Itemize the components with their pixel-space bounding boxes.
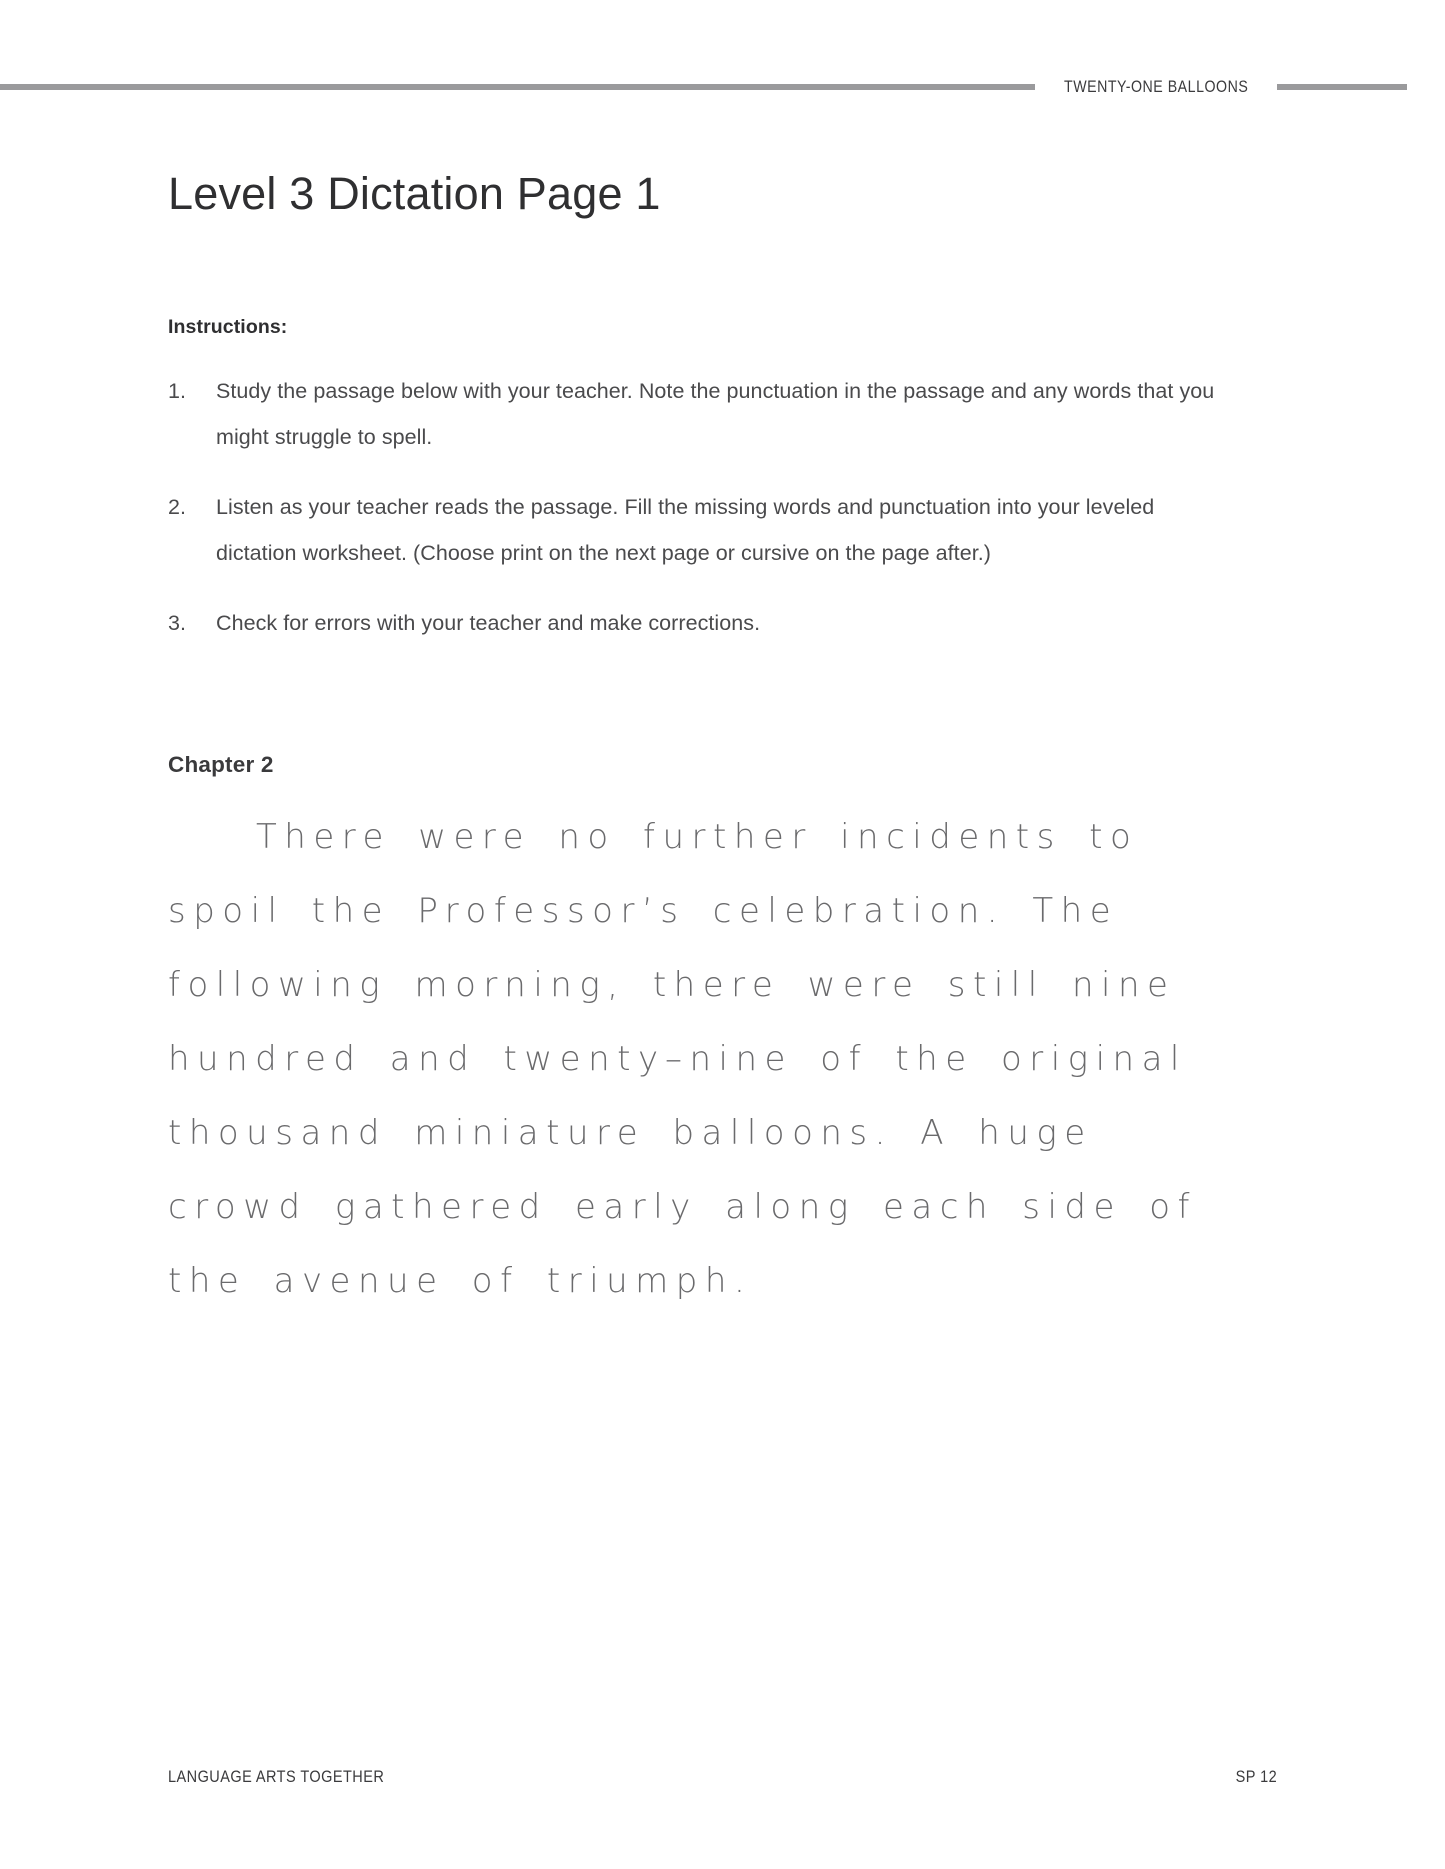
instructions-list (168, 368, 1233, 670)
list-item-number: 1. (168, 379, 186, 403)
running-head (0, 76, 1445, 98)
passage-body: There were no further incidents to spoil the Professor’s celebration. The following morning, there were still nine hundred and twenty–nine of the original thousand miniature balloons. A huge crowd gathered early along each side of the avenue of triumph. (168, 817, 1197, 1301)
list-item (168, 368, 1233, 460)
instructions-heading: Instructions: (168, 316, 288, 338)
list-item-number: 3. (168, 611, 186, 635)
list-item-text: Study the passage below with your teacher. Note the punctuation in the passage and any words that you might struggle to spell. (216, 379, 1215, 449)
passage-heading: Chapter 2 (168, 752, 274, 777)
list-item (168, 484, 1233, 576)
page-footer (168, 1768, 1277, 1787)
footer-page-number: SP 12 (1235, 1768, 1277, 1786)
footer-brand: LANGUAGE ARTS TOGETHER (168, 1768, 385, 1786)
page-title: Level 3 Dictation Page 1 (168, 168, 661, 220)
list-item-text: Listen as your teacher reads the passage. Fill the missing words and punctuation into your leveled dictation worksheet. (Choose print on the next page or cursive on the page after.) (216, 495, 1155, 565)
list-item-text: Check for errors with your teacher and make corrections. (216, 611, 761, 635)
list-item-number: 2. (168, 495, 186, 519)
running-head-label: TWENTY-ONE BALLOONS (1064, 77, 1249, 96)
running-head-rule-left (0, 84, 1035, 90)
running-head-rule-right (1277, 84, 1407, 90)
list-item (168, 600, 1233, 646)
